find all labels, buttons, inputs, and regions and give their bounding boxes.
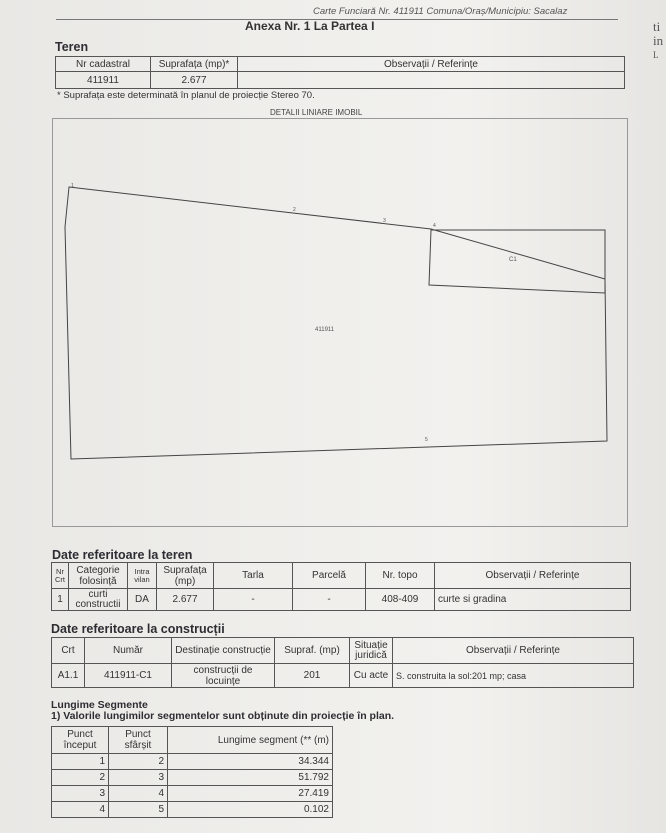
teren-note: * Suprafața este determinată în planul de proiecție Stereo 70. [57,90,315,101]
segmente-table [51,726,333,818]
parcel-label: 411911 [315,327,335,333]
cell-punct-sfarsit: 2 [109,754,168,770]
header-supraf: Supraf. (mp) [275,638,350,664]
date-teren-title: Date referitoare la teren [52,548,193,562]
header-observatii-constructii: Observații / Referințe [393,638,634,664]
cell-observatii-constructii: S. construita la sol:201 mp; casa [393,664,634,688]
teren-table [55,56,625,89]
table-row [52,754,333,770]
header-numar: Număr [85,638,172,664]
parcel-drawing [53,119,627,526]
cell-punct-sfarsit: 4 [109,786,168,802]
header-situatie: Situație juridică [350,638,393,664]
plan-title: DETALII LINIARE IMOBIL [270,108,363,117]
header-destinatie: Destinație construcție [172,638,275,664]
header-crt: Crt [52,638,85,664]
header-parcela: Parcelă [293,563,366,589]
cell-observatii-teren: curte si gradina [435,589,631,611]
header-nr-cadastral: Nr cadastral [56,57,151,72]
cell-suprafata: 2.677 [151,72,238,89]
header-observatii-teren: Observații / Referințe [435,563,631,589]
carte-funciara-header: Carte Funciară Nr. 411911 Comuna/Oraș/Municipiu: Sacalaz [313,6,568,17]
building-label: C1 [509,257,517,263]
cell-numar: 411911-C1 [85,664,172,688]
header-punct-sfarsit: Punct sfârșit [109,727,168,754]
date-teren-table [51,562,631,611]
cell-punct-inceput: 1 [52,754,109,770]
cell-observatii [238,72,625,89]
cell-punct-inceput: 3 [52,786,109,802]
cell-parcela: - [293,589,366,611]
cell-lungime: 51.792 [168,770,333,786]
cell-lungime: 0.102 [168,802,333,818]
header-tarla: Tarla [214,563,293,589]
table-row [52,770,333,786]
header-lungime: Lungime segment (** (m) [168,727,333,754]
date-constructii-title: Date referitoare la construcții [51,622,225,636]
cell-supraf: 201 [275,664,350,688]
header-suprafata-teren: Suprafața (mp) [157,563,214,589]
cell-lungime: 27.419 [168,786,333,802]
cell-punct-inceput: 2 [52,770,109,786]
cell-destinatie: construcții de locuințe [172,664,275,688]
cell-lungime: 34.344 [168,754,333,770]
header-nr-crt: Nr Crt [52,563,69,589]
segmente-subtitle: 1) Valorile lungimilor segmentelor sunt obținute din proiecție în plan. [51,710,395,722]
cell-nr-topo: 408-409 [366,589,435,611]
teren-title: Teren [55,40,89,54]
point-label-2: 2 [293,207,296,213]
cell-situatie: Cu acte [350,664,393,688]
cell-punct-inceput: 4 [52,802,109,818]
margin-text: ti in L [653,19,664,60]
header-intravilan: Intra vilan [128,563,157,589]
cell-punct-sfarsit: 3 [109,770,168,786]
cell-nr-cadastral: 411911 [56,72,151,89]
cell-tarla: - [214,589,293,611]
point-label-4: 4 [433,223,436,229]
table-row [52,786,333,802]
cell-crt: A1.1 [52,664,85,688]
cell-punct-sfarsit: 5 [109,802,168,818]
building-outline [429,230,605,293]
table-row [52,802,333,818]
cell-nr-crt: 1 [52,589,69,611]
segmente-title: Lungime Segmente [51,699,148,711]
header-nr-topo: Nr. topo [366,563,435,589]
cell-intravilan: DA [128,589,157,611]
header-observatii: Observații / Referințe [238,57,625,72]
cell-suprafata-teren: 2.677 [157,589,214,611]
annex-title: Anexa Nr. 1 La Partea I [245,19,375,33]
plan-frame [52,118,628,527]
header-suprafata: Suprafața (mp)* [151,57,238,72]
cell-categorie: curti constructii [69,589,128,611]
point-label-5: 5 [425,437,428,443]
parcel-outline [65,187,607,459]
point-label-3: 3 [383,218,386,224]
header-punct-inceput: Punct început [52,727,109,754]
point-label-1: 1 [71,183,74,189]
header-categorie: Categorie folosință [69,563,128,589]
date-constructii-table [51,637,634,688]
